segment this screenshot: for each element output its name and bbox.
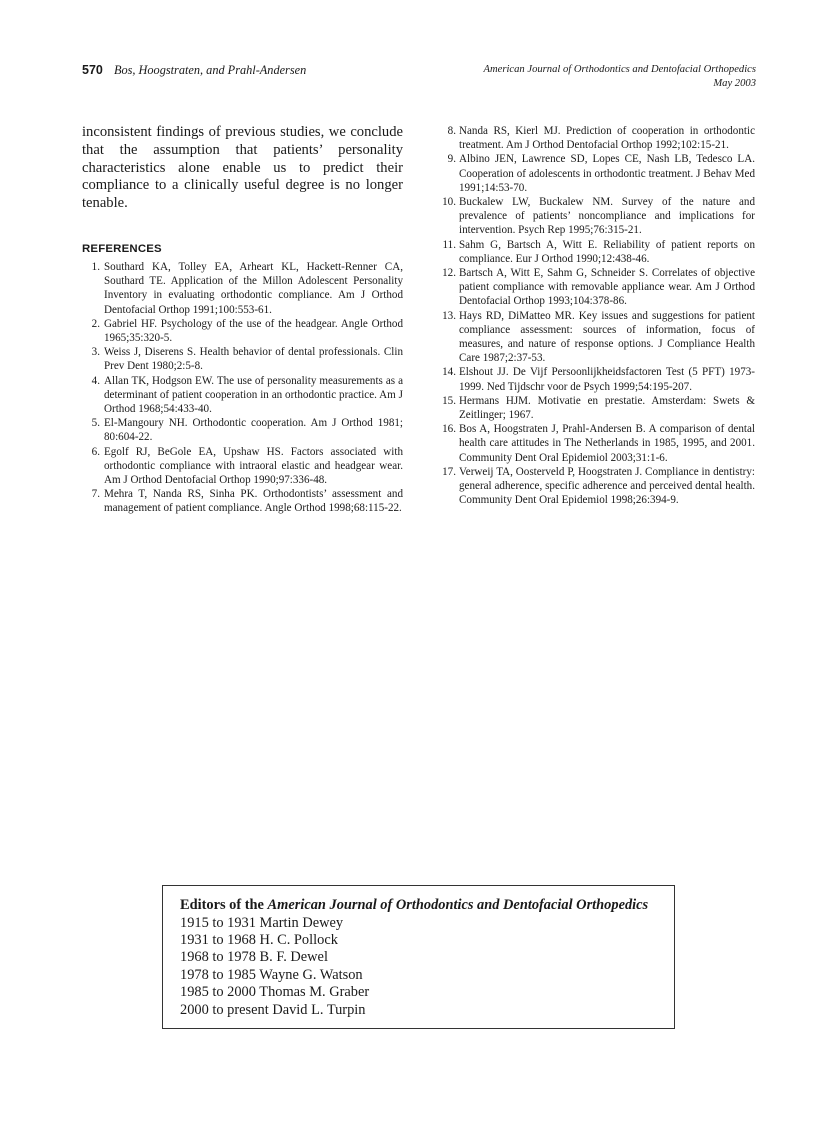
reference-text: Verweij TA, Oosterveld P, Hoogstraten J. Compliance in dentistry: general adherence, specific adherence and perceived dental health. Community Dent Oral Epidemiol 1998;26:394-9. <box>459 465 755 507</box>
references-list-right <box>437 124 755 507</box>
reference-number: 16. <box>442 423 456 436</box>
reference-number: 10. <box>442 196 456 209</box>
reference-text: Sahm G, Bartsch A, Witt E. Reliability of patient reports on compliance. Eur J Orthod 1990;12:438-46. <box>459 238 755 265</box>
reference-number: 14. <box>442 366 456 379</box>
reference-item <box>437 195 755 238</box>
reference-item <box>82 416 403 444</box>
reference-text: Nanda RS, Kierl MJ. Prediction of cooperation in orthodontic treatment. Am J Orthod Dentofacial Orthop 1992;102:15-21. <box>459 125 755 152</box>
reference-text: Mehra T, Nanda RS, Sinha PK. Orthodontists’ assessment and management of patient compliance. Angle Orthod 1998;68:115-22. <box>104 488 403 515</box>
reference-number: 11. <box>442 238 456 251</box>
reference-number: 9. <box>447 153 456 166</box>
reference-number: 15. <box>442 394 456 407</box>
conclusion-paragraph: inconsistent findings of previous studies, we conclude that the assumption that patients’ personality characteristics alone enable us to predict their compliance to a clinically useful degree is no longer tenable. <box>82 124 403 212</box>
reference-text: Egolf RJ, BeGole EA, Upshaw HS. Factors associated with orthodontic compliance with intraoral elastic and headgear wear. Am J Orthod Dentofacial Orthop 1990;97:336-48. <box>104 445 403 487</box>
reference-item <box>82 487 403 515</box>
editor-entry: 1985 to 2000 Thomas M. Graber <box>180 984 370 1001</box>
reference-item <box>437 266 755 309</box>
reference-item <box>437 309 755 366</box>
reference-item <box>437 365 755 393</box>
reference-number: 2. <box>91 317 100 330</box>
reference-text: Buckalew LW, Buckalew NM. Survey of the nature and prevalence of patients’ noncompliance and implications for intervention. Psych Rep 1995;76:315-21. <box>459 196 755 237</box>
reference-item <box>437 124 755 152</box>
reference-text: El-Mangoury NH. Orthodontic cooperation. Am J Orthod 1981; 80:604-22. <box>104 417 403 444</box>
reference-number: 6. <box>91 445 100 458</box>
reference-number: 13. <box>442 309 456 322</box>
reference-item <box>82 345 403 373</box>
running-head-right <box>484 63 756 90</box>
reference-text: Gabriel HF. Psychology of the use of the headgear. Angle Orthod 1965;35:320-5. <box>104 317 403 344</box>
reference-number: 8. <box>447 125 456 137</box>
right-column <box>437 124 755 507</box>
reference-number: 3. <box>91 346 100 359</box>
page-number: 570 <box>82 63 103 77</box>
reference-text: Southard KA, Tolley EA, Arheart KL, Hackett-Renner CA, Southard TE. Application of the Millon Adolescent Personality Inventory in evaluating orthodontic compliance. Am J Orthod Dentofacial Orthop 1991;100:553-61. <box>104 260 403 316</box>
editor-entry: 1931 to 1968 H. C. Pollock <box>180 931 338 948</box>
reference-text: Hermans HJM. Motivatie en prestatie. Amsterdam: Swets & Zeitlinger; 1967. <box>459 394 755 422</box>
reference-item <box>437 238 755 266</box>
editor-entry: 1978 to 1985 Wayne G. Watson <box>180 966 363 983</box>
reference-item <box>437 394 755 422</box>
editors-title-prefix: Editors of the <box>180 897 268 913</box>
running-head <box>82 63 756 97</box>
editors-title <box>180 897 674 915</box>
running-head-left <box>82 63 306 78</box>
reference-text: Allan TK, Hodgson EW. The use of personality measurements as a determinant of patient cooperation in an orthodontic practice. Am J Orthod 1968;54:433-40. <box>104 374 403 416</box>
reference-item <box>437 465 755 508</box>
reference-text: Albino JEN, Lawrence SD, Lopes CE, Nash LB, Tedesco LA. Cooperation of adolescents in orthodontic treatment. J Behav Med 1991;14:53-70. <box>459 153 755 194</box>
reference-number: 5. <box>91 417 100 430</box>
reference-text: Hays RD, DiMatteo MR. Key issues and suggestions for patient compliance assessment: sources of information, focus of measures, and nature of response options. J Compliance Health Care 1987;2:37-53. <box>459 309 755 365</box>
left-column <box>82 124 403 516</box>
editor-entry: 1968 to 1978 B. F. Dewel <box>180 949 328 966</box>
reference-item <box>82 260 403 317</box>
references-list-left <box>82 260 403 516</box>
reference-number: 1. <box>91 260 100 273</box>
reference-text: Weiss J, Diserens S. Health behavior of dental professionals. Clin Prev Dent 1980;2:5-8. <box>104 346 403 373</box>
reference-item <box>82 374 403 417</box>
editor-entry: 1915 to 1931 Martin Dewey <box>180 914 344 931</box>
reference-text: Elshout JJ. De Vijf Persoonlijkheidsfactoren Test (5 PFT) 1973-1999. Ned Tijdschr voor de Psych 1999;54:195-207. <box>459 366 755 393</box>
references-heading: REFERENCES <box>82 242 162 255</box>
reference-item <box>82 317 403 345</box>
reference-item <box>437 152 755 195</box>
journal-name: American Journal of Orthodontics and Dentofacial Orthopedics <box>483 64 756 75</box>
reference-number: 7. <box>91 488 100 501</box>
reference-number: 17. <box>442 465 456 478</box>
reference-number: 12. <box>442 267 456 280</box>
running-head-authors: Bos, Hoogstraten, and Prahl-Andersen <box>113 63 307 77</box>
reference-item <box>82 445 403 488</box>
reference-number: 4. <box>91 374 100 387</box>
reference-text: Bos A, Hoogstraten J, Prahl-Andersen B. A comparison of dental health care attitudes in The Netherlands in 1985, 1995, and 2001. Community Dent Oral Epidemiol 2003;31:1-6. <box>459 423 755 464</box>
reference-text: Bartsch A, Witt E, Sahm G, Schneider S. Correlates of objective patient compliance with removable appliance wear. Am J Orthod Dentofacial Orthop 1993;104:378-86. <box>459 267 755 308</box>
editor-entry: 2000 to present David L. Turpin <box>180 1001 366 1018</box>
editors-title-journal: American Journal of Orthodontics and Dentofacial Orthopedics <box>267 897 649 913</box>
reference-item <box>437 422 755 465</box>
issue-date: May 2003 <box>713 77 756 89</box>
editors-box <box>162 885 675 1029</box>
